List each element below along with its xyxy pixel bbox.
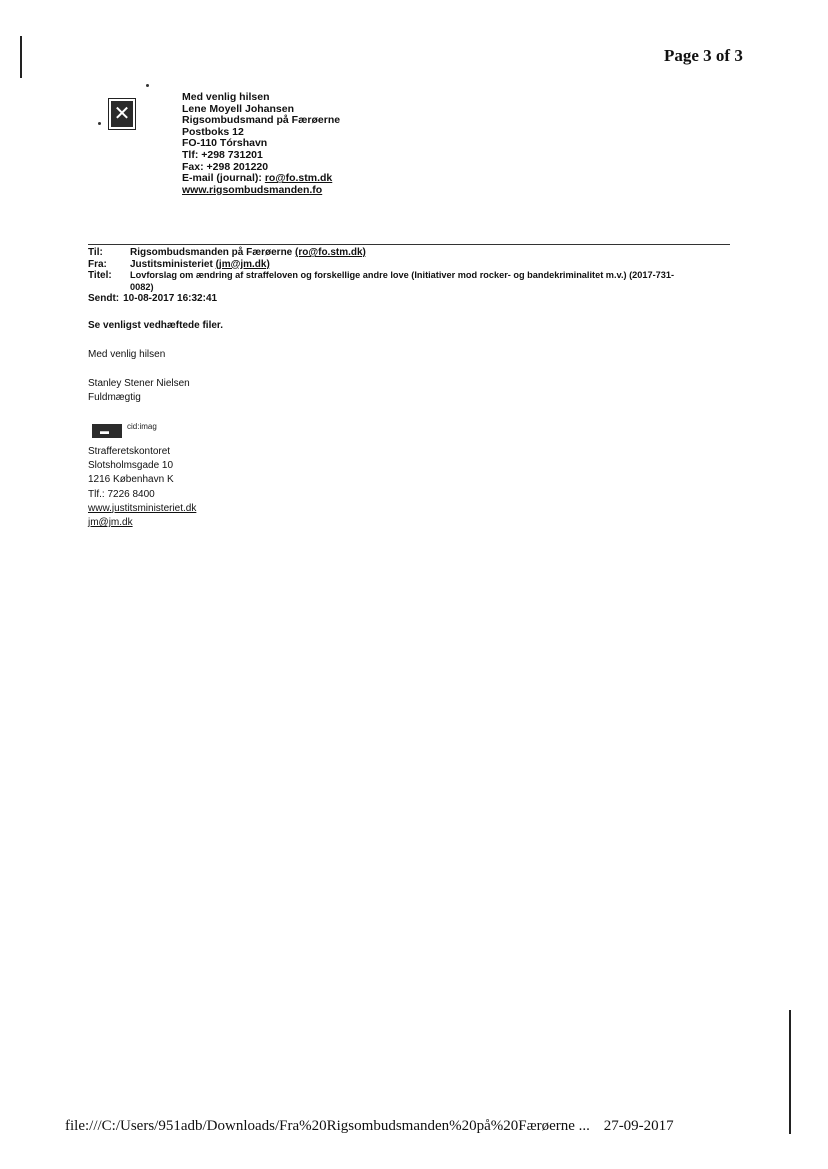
office-city: 1216 København K: [88, 474, 174, 486]
sender-title: Fuldmægtig: [88, 392, 141, 403]
body-greeting: Med venlig hilsen: [88, 349, 166, 360]
footer-date: 27-09-2017: [603, 1118, 674, 1134]
from-value: [130, 259, 270, 271]
to-email-link[interactable]: (ro@fo.stm.dk): [295, 247, 366, 258]
subject-label: Titel:: [88, 270, 112, 282]
subject-line-2: 0082): [130, 281, 154, 292]
sent-value: 10-08-2017 16:32:41: [123, 293, 218, 305]
sig-email-link[interactable]: ro@fo.stm.dk: [264, 172, 333, 185]
body-line: Se venligst vedhæftede filer.: [88, 320, 224, 331]
scan-artifact-line: [789, 1010, 791, 1134]
image-placeholder-label: cid:imag: [127, 422, 157, 431]
office-email-link[interactable]: jm@jm.dk: [88, 517, 133, 529]
sender-block: [88, 377, 190, 405]
sig-address1: Postboks 12: [182, 125, 244, 138]
to-value: [130, 247, 366, 259]
to-name: Rigsombudsmanden på Færøerne: [130, 247, 293, 258]
office-phone: Tlf.: 7226 8400: [88, 488, 155, 500]
sig-address2: FO-110 Tórshavn: [182, 137, 268, 150]
subject-line-1: Lovforslag om ændring af straffeloven og forskellige andre love (Initiativer mod rocker- og bandekriminalitet m.v.) (2017-731-: [130, 270, 675, 281]
header-from-row: [88, 259, 674, 271]
sig-email-line: [182, 173, 340, 185]
sig-title: Rigsombudsmand på Færøerne: [182, 114, 341, 127]
page-number: Page 3 of 3: [664, 46, 743, 65]
header-sent-row: [88, 293, 674, 305]
office-street: Slotsholmsgade 10: [88, 460, 174, 472]
ministry-logo-icon: ▬: [92, 424, 122, 438]
print-footer: [65, 1118, 674, 1135]
to-label: Til:: [88, 247, 103, 258]
header-to-row: [88, 247, 674, 259]
office-block: [88, 445, 196, 530]
sig-phone: Tlf: +298 731201: [182, 148, 263, 161]
sig-greeting: Med venlig hilsen: [182, 91, 270, 103]
subject-value: [130, 270, 674, 293]
sig-fax: Fax: +298 201220: [182, 160, 269, 173]
from-name: Justitsministeriet: [130, 258, 213, 270]
scan-speck: [98, 122, 101, 125]
footer-path: file:///C:/Users/951adb/Downloads/Fra%20Rigsombudsmanden%20på%20Færøerne ...: [65, 1118, 590, 1134]
scan-artifact-line: [20, 36, 22, 78]
office-website-link[interactable]: www.justitsministeriet.dk: [88, 502, 197, 514]
office-name: Strafferetskontoret: [88, 446, 171, 457]
scan-speck: [146, 84, 149, 87]
sig-website-link[interactable]: www.rigsombudsmanden.fo: [182, 183, 323, 196]
header-subject-row: [88, 270, 674, 293]
sender-name: Stanley Stener Nielsen: [88, 378, 190, 389]
header-divider: [88, 244, 730, 245]
sent-label: Sendt:: [88, 293, 120, 305]
from-label: Fra:: [88, 258, 107, 270]
signature-block: [182, 92, 340, 196]
sig-name: Lene Moyell Johansen: [182, 102, 295, 115]
broken-image-icon: ✕: [108, 98, 136, 130]
from-email-link[interactable]: (jm@jm.dk): [215, 258, 270, 270]
sig-email-label: E-mail (journal):: [182, 172, 262, 185]
email-header: [88, 247, 674, 305]
